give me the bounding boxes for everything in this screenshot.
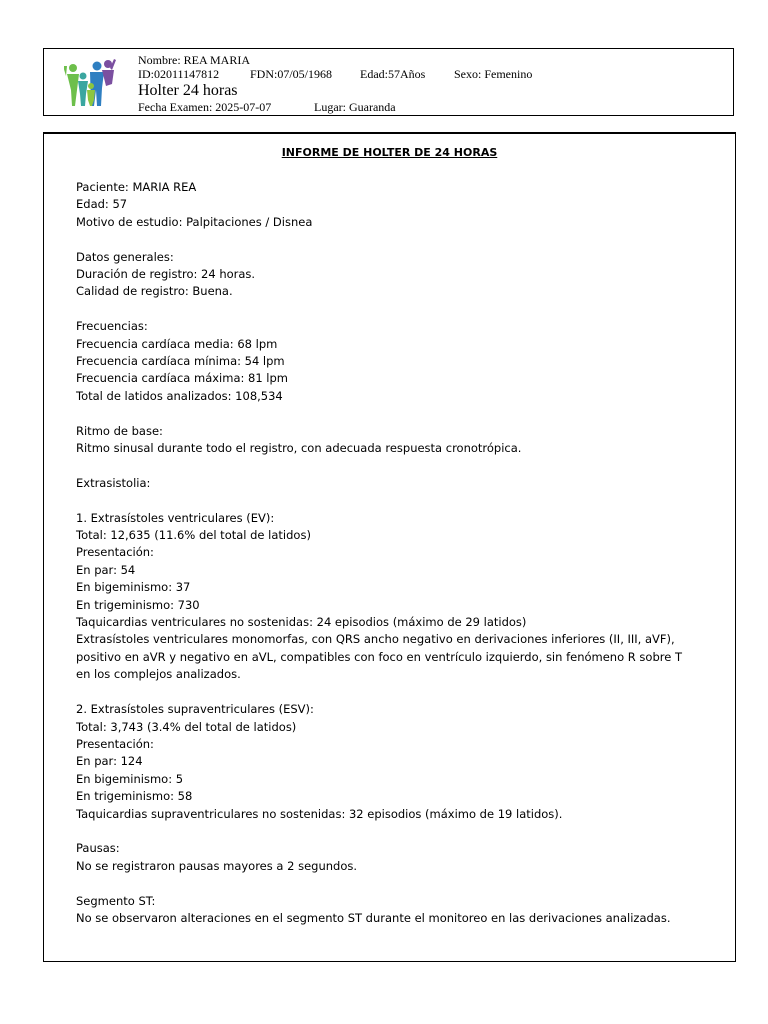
report-body: [76, 179, 696, 927]
exam-title: Holter 24 horas: [138, 82, 238, 99]
ev-presentation: Presentación:: [76, 545, 154, 560]
esv-trigeminy: En trigeminismo: 58: [76, 789, 193, 804]
ev-bigeminy: En bigeminismo: 37: [76, 580, 191, 595]
esv-pairs: En par: 124: [76, 754, 143, 769]
family-logo-icon: [64, 56, 116, 110]
exam-date: Fecha Examen: 2025-07-07: [138, 100, 272, 114]
ev-description-2: positivo en aVR y negativo en aVL, compatibles con foco en ventrículo izquierdo, sin fenómeno R sobre T: [76, 649, 682, 664]
max-hr-line: Frecuencia cardíaca máxima: 81 lpm: [76, 371, 289, 386]
report-title: INFORME DE HOLTER DE 24 HORAS: [281, 146, 498, 159]
base-rhythm-text: Ritmo sinusal durante todo el registro, con adecuada respuesta cronotrópica.: [76, 441, 522, 456]
ev-trigeminy: En trigeminismo: 730: [76, 597, 200, 612]
general-data-heading: Datos generales:: [76, 249, 174, 264]
patient-details-row: [138, 67, 532, 81]
patient-birthdate: FDN:07/05/1968: [250, 67, 333, 81]
ev-pairs: En par: 54: [76, 562, 136, 577]
esv-heading: 2. Extrasístoles supraventriculares (ESV):: [76, 702, 314, 717]
esv-presentation: Presentación:: [76, 736, 154, 751]
exam-location: Lugar: Guaranda: [314, 100, 396, 114]
esv-bigeminy: En bigeminismo: 5: [76, 771, 184, 786]
patient-sex: Sexo: Femenino: [454, 67, 533, 81]
extrasystole-heading: Extrasistolia:: [76, 475, 151, 490]
duration-line: Duración de registro: 24 horas.: [76, 267, 256, 282]
patient-name: Nombre: REA MARIA: [138, 53, 250, 67]
patient-id: ID:02011147812: [138, 67, 220, 81]
st-segment-text: No se observaron alteraciones en el segmento ST durante el monitoreo en las derivaciones analizadas.: [76, 910, 671, 925]
total-beats-line: Total de latidos analizados: 108,534: [76, 388, 283, 403]
st-segment-heading: Segmento ST:: [76, 893, 156, 908]
mean-hr-line: Frecuencia cardíaca media: 68 lpm: [76, 336, 278, 351]
ev-description-1: Extrasístoles ventriculares monomorfas, con QRS ancho negativo en derivaciones inferiores (II, III, aVF),: [76, 632, 675, 647]
quality-line: Calidad de registro: Buena.: [76, 284, 233, 299]
patient-line: Paciente: MARIA REA: [76, 180, 197, 194]
base-rhythm-heading: Ritmo de base:: [76, 423, 163, 438]
ev-description-3: en los complejos analizados.: [76, 667, 241, 682]
ev-heading: 1. Extrasístoles ventriculares (EV):: [76, 510, 275, 525]
pauses-text: No se registraron pausas mayores a 2 segundos.: [76, 858, 358, 873]
exam-details-row: [138, 100, 532, 114]
esv-tachycardia: Taquicardias supraventriculares no sostenidas: 32 episodios (máximo de 19 latidos).: [76, 806, 563, 821]
pauses-heading: Pausas:: [76, 841, 120, 856]
report-panel: [43, 132, 736, 962]
ev-tachycardia: Taquicardias ventriculares no sostenidas: 24 episodios (máximo de 29 latidos): [76, 615, 527, 630]
patient-age: Edad:57Años: [360, 67, 426, 81]
frequencies-heading: Frecuencias:: [76, 319, 148, 334]
esv-total: Total: 3,743 (3.4% del total de latidos): [76, 719, 297, 734]
ev-total: Total: 12,635 (11.6% del total de latidos): [76, 528, 311, 543]
reason-line: Motivo de estudio: Palpitaciones / Disnea: [76, 214, 313, 229]
age-line: Edad: 57: [76, 197, 128, 212]
patient-header: [43, 48, 734, 116]
min-hr-line: Frecuencia cardíaca mínima: 54 lpm: [76, 354, 285, 369]
patient-info: [138, 53, 532, 114]
